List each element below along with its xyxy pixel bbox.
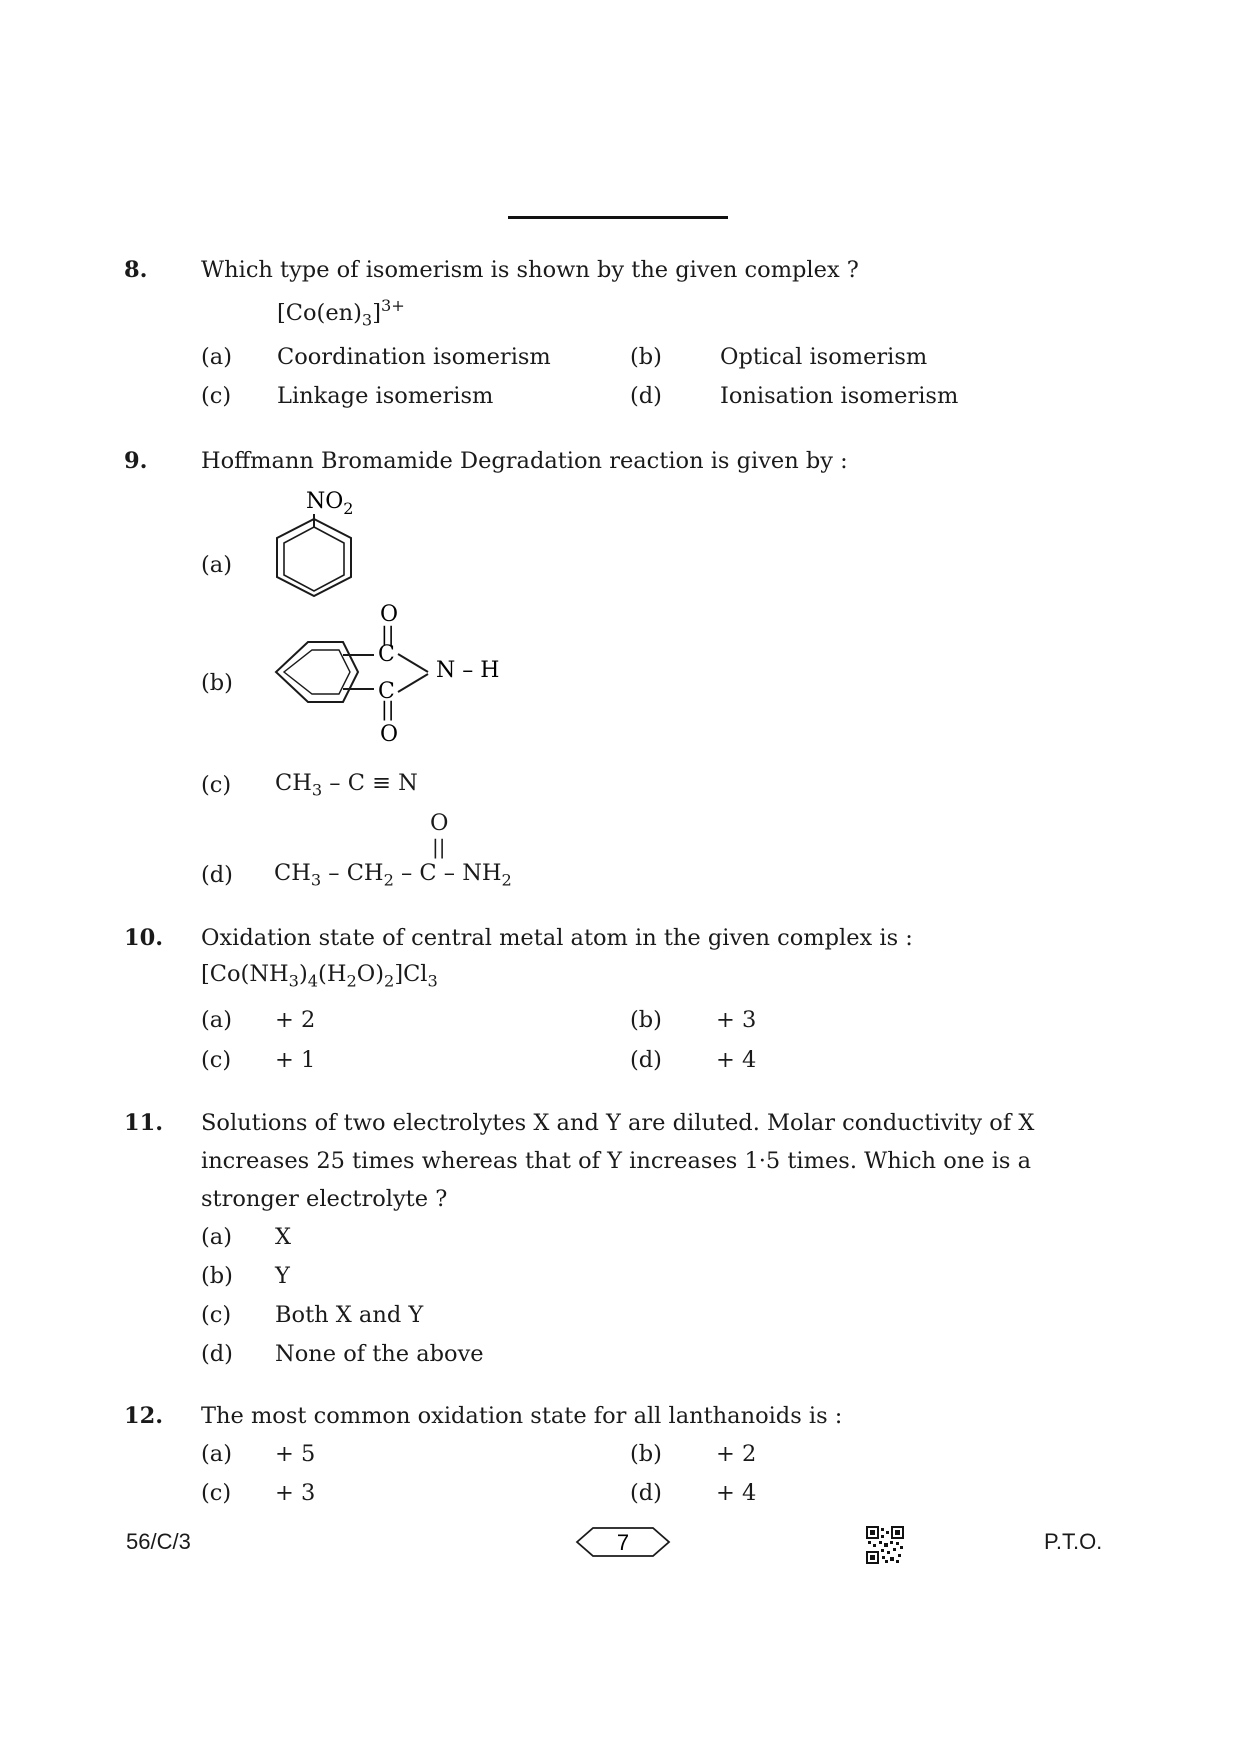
option-text: Y <box>275 1263 290 1289</box>
propanamide-formula: $CH_3 - CH_2$ – C – $NH_2$ <box>274 860 512 890</box>
option-label: (d) <box>201 1341 233 1367</box>
page-number-badge <box>575 1525 671 1559</box>
option-text: + 3 <box>716 1007 757 1033</box>
question-text: The most common oxidation state for all lanthanoids is : <box>201 1403 843 1429</box>
qr-code-icon <box>866 1526 904 1564</box>
option-text: + 4 <box>716 1480 757 1506</box>
option-label: (a) <box>201 1224 232 1250</box>
question-text: Oxidation state of central metal atom in the given complex is : <box>201 925 913 951</box>
option-label: (b) <box>630 1441 662 1467</box>
question-number: 11. <box>124 1110 164 1136</box>
option-label: (d) <box>630 1480 662 1506</box>
option-label: (a) <box>201 552 232 578</box>
option-text: Ionisation isomerism <box>720 383 959 409</box>
question-text-line: stronger electrolyte ? <box>201 1186 448 1212</box>
nitro-group: $NO_2$ <box>306 489 354 518</box>
double-bond-top: || <box>381 622 395 646</box>
option-text: None of the above <box>275 1341 484 1367</box>
option-label: (c) <box>201 383 232 409</box>
option-text: Optical isomerism <box>720 344 928 370</box>
option-text: + 4 <box>716 1047 757 1073</box>
oxygen-top: O <box>380 602 399 627</box>
pto-label: P.T.O. <box>1044 1529 1103 1554</box>
option-label: (c) <box>201 1480 232 1506</box>
question-number: 9. <box>124 448 148 474</box>
carbon-bottom: C <box>378 679 395 704</box>
option-text: + 2 <box>275 1007 316 1033</box>
option-label: (b) <box>201 1263 233 1289</box>
top-rule <box>508 216 728 219</box>
option-label: (c) <box>201 1302 232 1328</box>
option-text: Linkage isomerism <box>277 383 494 409</box>
option-text: Coordination isomerism <box>277 344 551 370</box>
question-text: Hoffmann Bromamide Degradation reaction is given by : <box>201 448 848 474</box>
option-label: (a) <box>201 1007 232 1033</box>
option-text: X <box>275 1224 292 1250</box>
option-label: (b) <box>630 344 662 370</box>
question-text-line: increases 25 times whereas that of Y increases 1·5 times. Which one is a <box>201 1148 1032 1174</box>
question-number: 10. <box>124 925 164 951</box>
question-text-line: Solutions of two electrolytes X and Y are diluted. Molar conductivity of X <box>201 1110 1035 1136</box>
complex-formula: $[Co(en)_3]^{3+}$ <box>277 296 405 330</box>
option-text: + 2 <box>716 1441 757 1467</box>
option-label: (c) <box>201 772 232 798</box>
page-number: 7 <box>616 1530 630 1555</box>
question-number: 12. <box>124 1403 164 1429</box>
option-label: (d) <box>201 862 233 888</box>
option-label: (d) <box>630 383 662 409</box>
phthalimide-structure <box>268 596 528 761</box>
oxygen-bottom: O <box>380 722 399 747</box>
option-text: + 5 <box>275 1441 316 1467</box>
option-label: (b) <box>630 1007 662 1033</box>
complex-formula: $[Co(NH_3)_4(H_2O)_2]Cl_3$ <box>201 961 438 991</box>
acetonitrile-formula: $CH_3 - C \equiv N$ <box>275 770 418 800</box>
question-number: 8. <box>124 257 148 283</box>
carbonyl-oxygen: O <box>430 810 449 836</box>
paper-code: 56/C/3 <box>126 1529 191 1554</box>
nh-group: N – H <box>436 658 500 683</box>
option-label: (c) <box>201 1047 232 1073</box>
carbon-top: C <box>378 642 395 667</box>
option-text: + 1 <box>275 1047 316 1073</box>
option-label: (a) <box>201 1441 232 1467</box>
nitrobenzene-structure <box>262 480 382 600</box>
carbonyl-double-bond: || <box>432 835 446 859</box>
option-label: (a) <box>201 344 232 370</box>
option-text: Both X and Y <box>275 1302 424 1328</box>
question-text: Which type of isomerism is shown by the given complex ? <box>201 257 859 283</box>
option-label: (d) <box>630 1047 662 1073</box>
double-bond-bottom: || <box>381 697 395 721</box>
option-text: + 3 <box>275 1480 316 1506</box>
option-label: (b) <box>201 670 233 696</box>
